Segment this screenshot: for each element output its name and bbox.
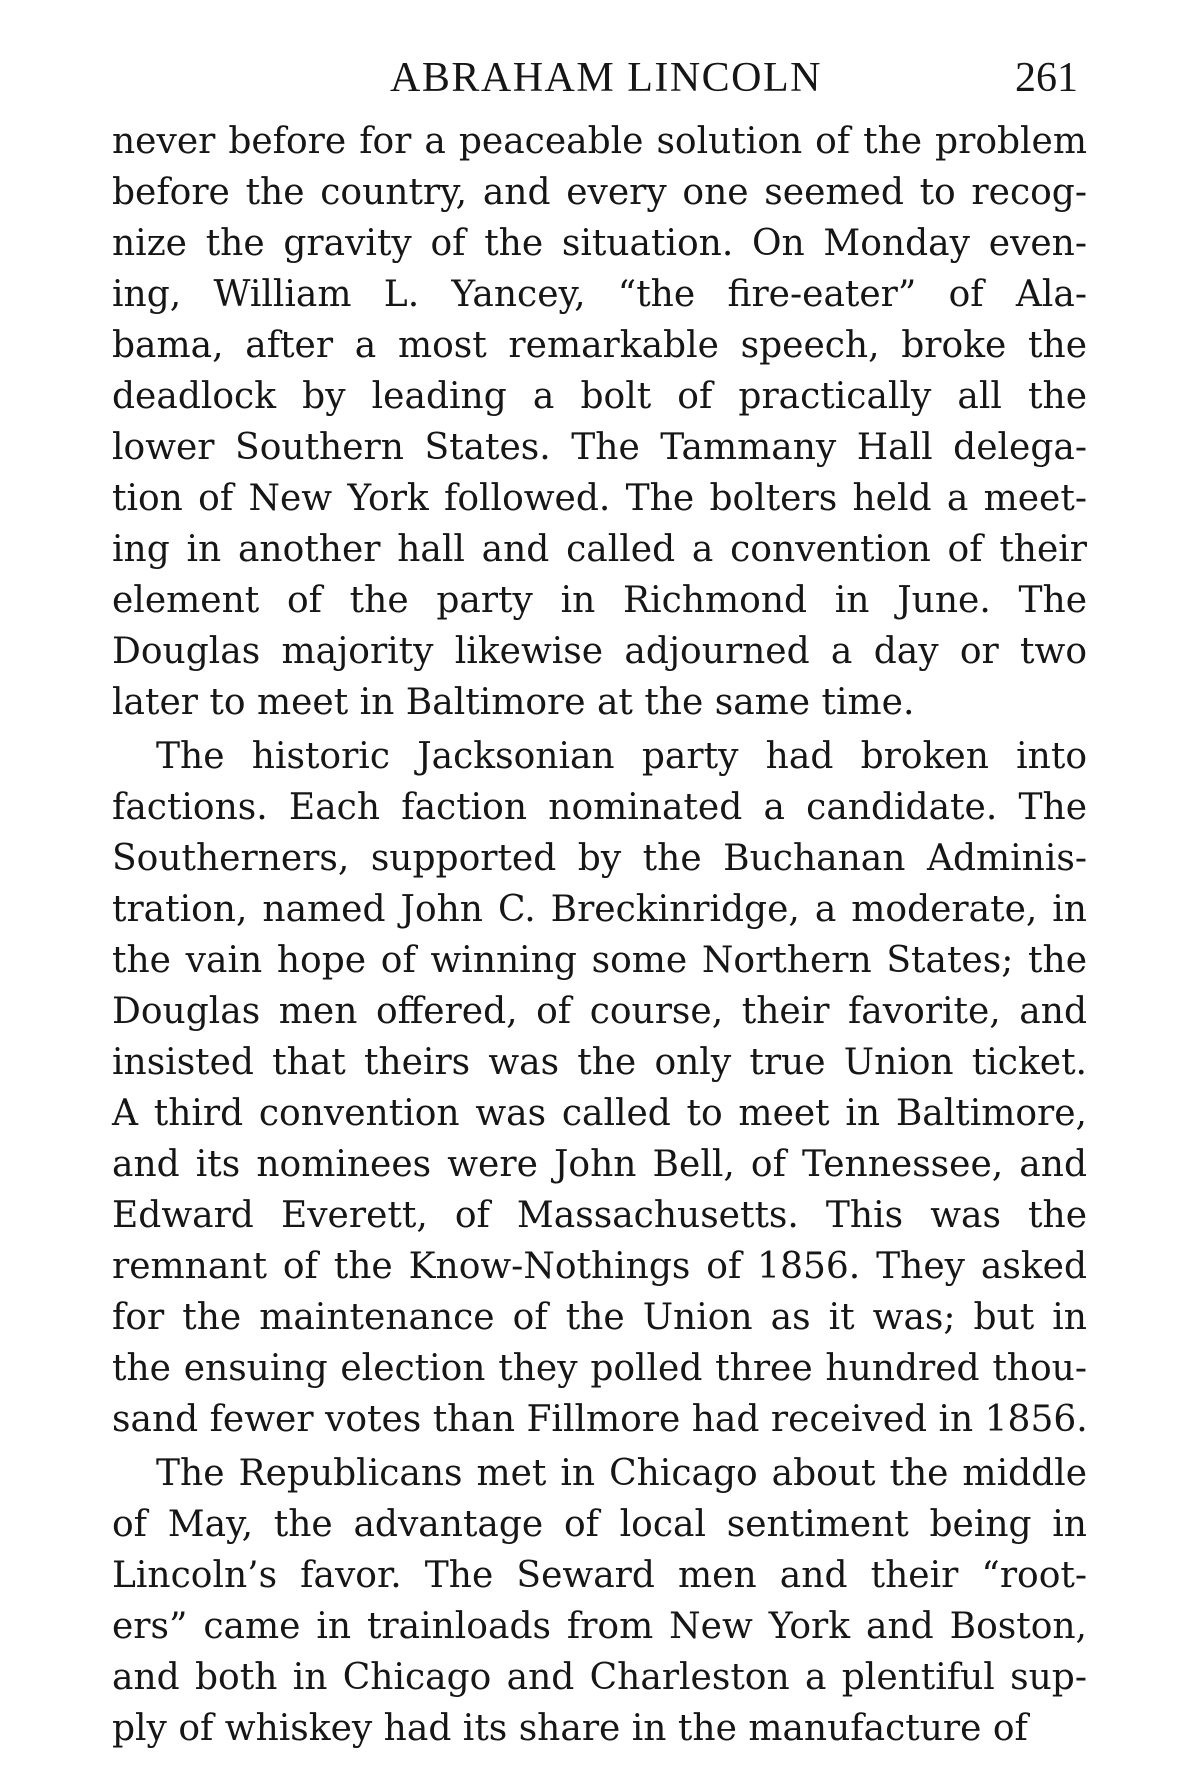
text-line: tion of New York followed. The bolters held a meet- <box>112 478 1087 519</box>
text-line: never before for a peaceable solution of the problem <box>112 121 1087 162</box>
text-line: Douglas men offered, of course, their favorite, and <box>112 991 1087 1032</box>
text-line: bama, after a most remarkable speech, broke the <box>112 325 1087 366</box>
text-line: The Republicans met in Chicago about the middle <box>156 1453 1087 1494</box>
text-line: tration, named John C. Breckinridge, a moderate, in <box>112 889 1087 930</box>
text-line: A third convention was called to meet in Baltimore, <box>112 1093 1087 1134</box>
text-line: sand fewer votes than Fillmore had received in 1856. <box>112 1399 1088 1440</box>
text-line: nize the gravity of the situation. On Monday even- <box>112 223 1087 264</box>
paragraph <box>112 116 1087 728</box>
page-number: 261 <box>1015 55 1078 101</box>
text-line: Edward Everett, of Massachusetts. This was the <box>112 1195 1087 1236</box>
text-line: lower Southern States. The Tammany Hall delega- <box>112 427 1087 468</box>
running-head <box>148 48 1078 108</box>
text-line: insisted that theirs was the only true Union ticket. <box>112 1042 1087 1083</box>
paragraph <box>112 731 1087 1445</box>
text-line: The historic Jacksonian party had broken into <box>156 736 1087 777</box>
text-line: ing, William L. Yancey, “the fire-eater” of Ala- <box>112 274 1087 315</box>
text-line: before the country, and every one seemed to recog- <box>112 172 1087 213</box>
text-line: ers” came in trainloads from New York and Boston, <box>112 1606 1087 1647</box>
text-line: Lincoln’s favor. The Seward men and their “root- <box>112 1555 1087 1596</box>
text-line: Southerners, supported by the Buchanan Adminis- <box>112 838 1087 879</box>
text-line: ply of whiskey had its share in the manufacture of <box>112 1708 1028 1749</box>
text-line: factions. Each faction nominated a candidate. The <box>112 787 1087 828</box>
text-line: later to meet in Baltimore at the same time. <box>112 682 915 723</box>
text-line: the vain hope of winning some Northern States; the <box>112 940 1087 981</box>
text-line: deadlock by leading a bolt of practically all the <box>112 376 1087 417</box>
text-line: Douglas majority likewise adjourned a day or two <box>112 631 1087 672</box>
text-line: and both in Chicago and Charleston a plentiful sup- <box>112 1657 1087 1698</box>
paragraph <box>112 1448 1087 1754</box>
text-line: the ensuing election they polled three hundred thou- <box>112 1348 1087 1389</box>
text-line: element of the party in Richmond in June. The <box>112 580 1087 621</box>
text-line: remnant of the Know-Nothings of 1856. They asked <box>112 1246 1087 1287</box>
text-line: of May, the advantage of local sentiment being in <box>112 1504 1087 1545</box>
text-line: and its nominees were John Bell, of Tennessee, and <box>112 1144 1087 1185</box>
text-line: for the maintenance of the Union as it was; but in <box>112 1297 1087 1338</box>
running-title: ABRAHAM LINCOLN <box>390 55 822 101</box>
body-text <box>112 116 1087 1754</box>
text-line: ing in another hall and called a convention of their <box>112 529 1087 570</box>
